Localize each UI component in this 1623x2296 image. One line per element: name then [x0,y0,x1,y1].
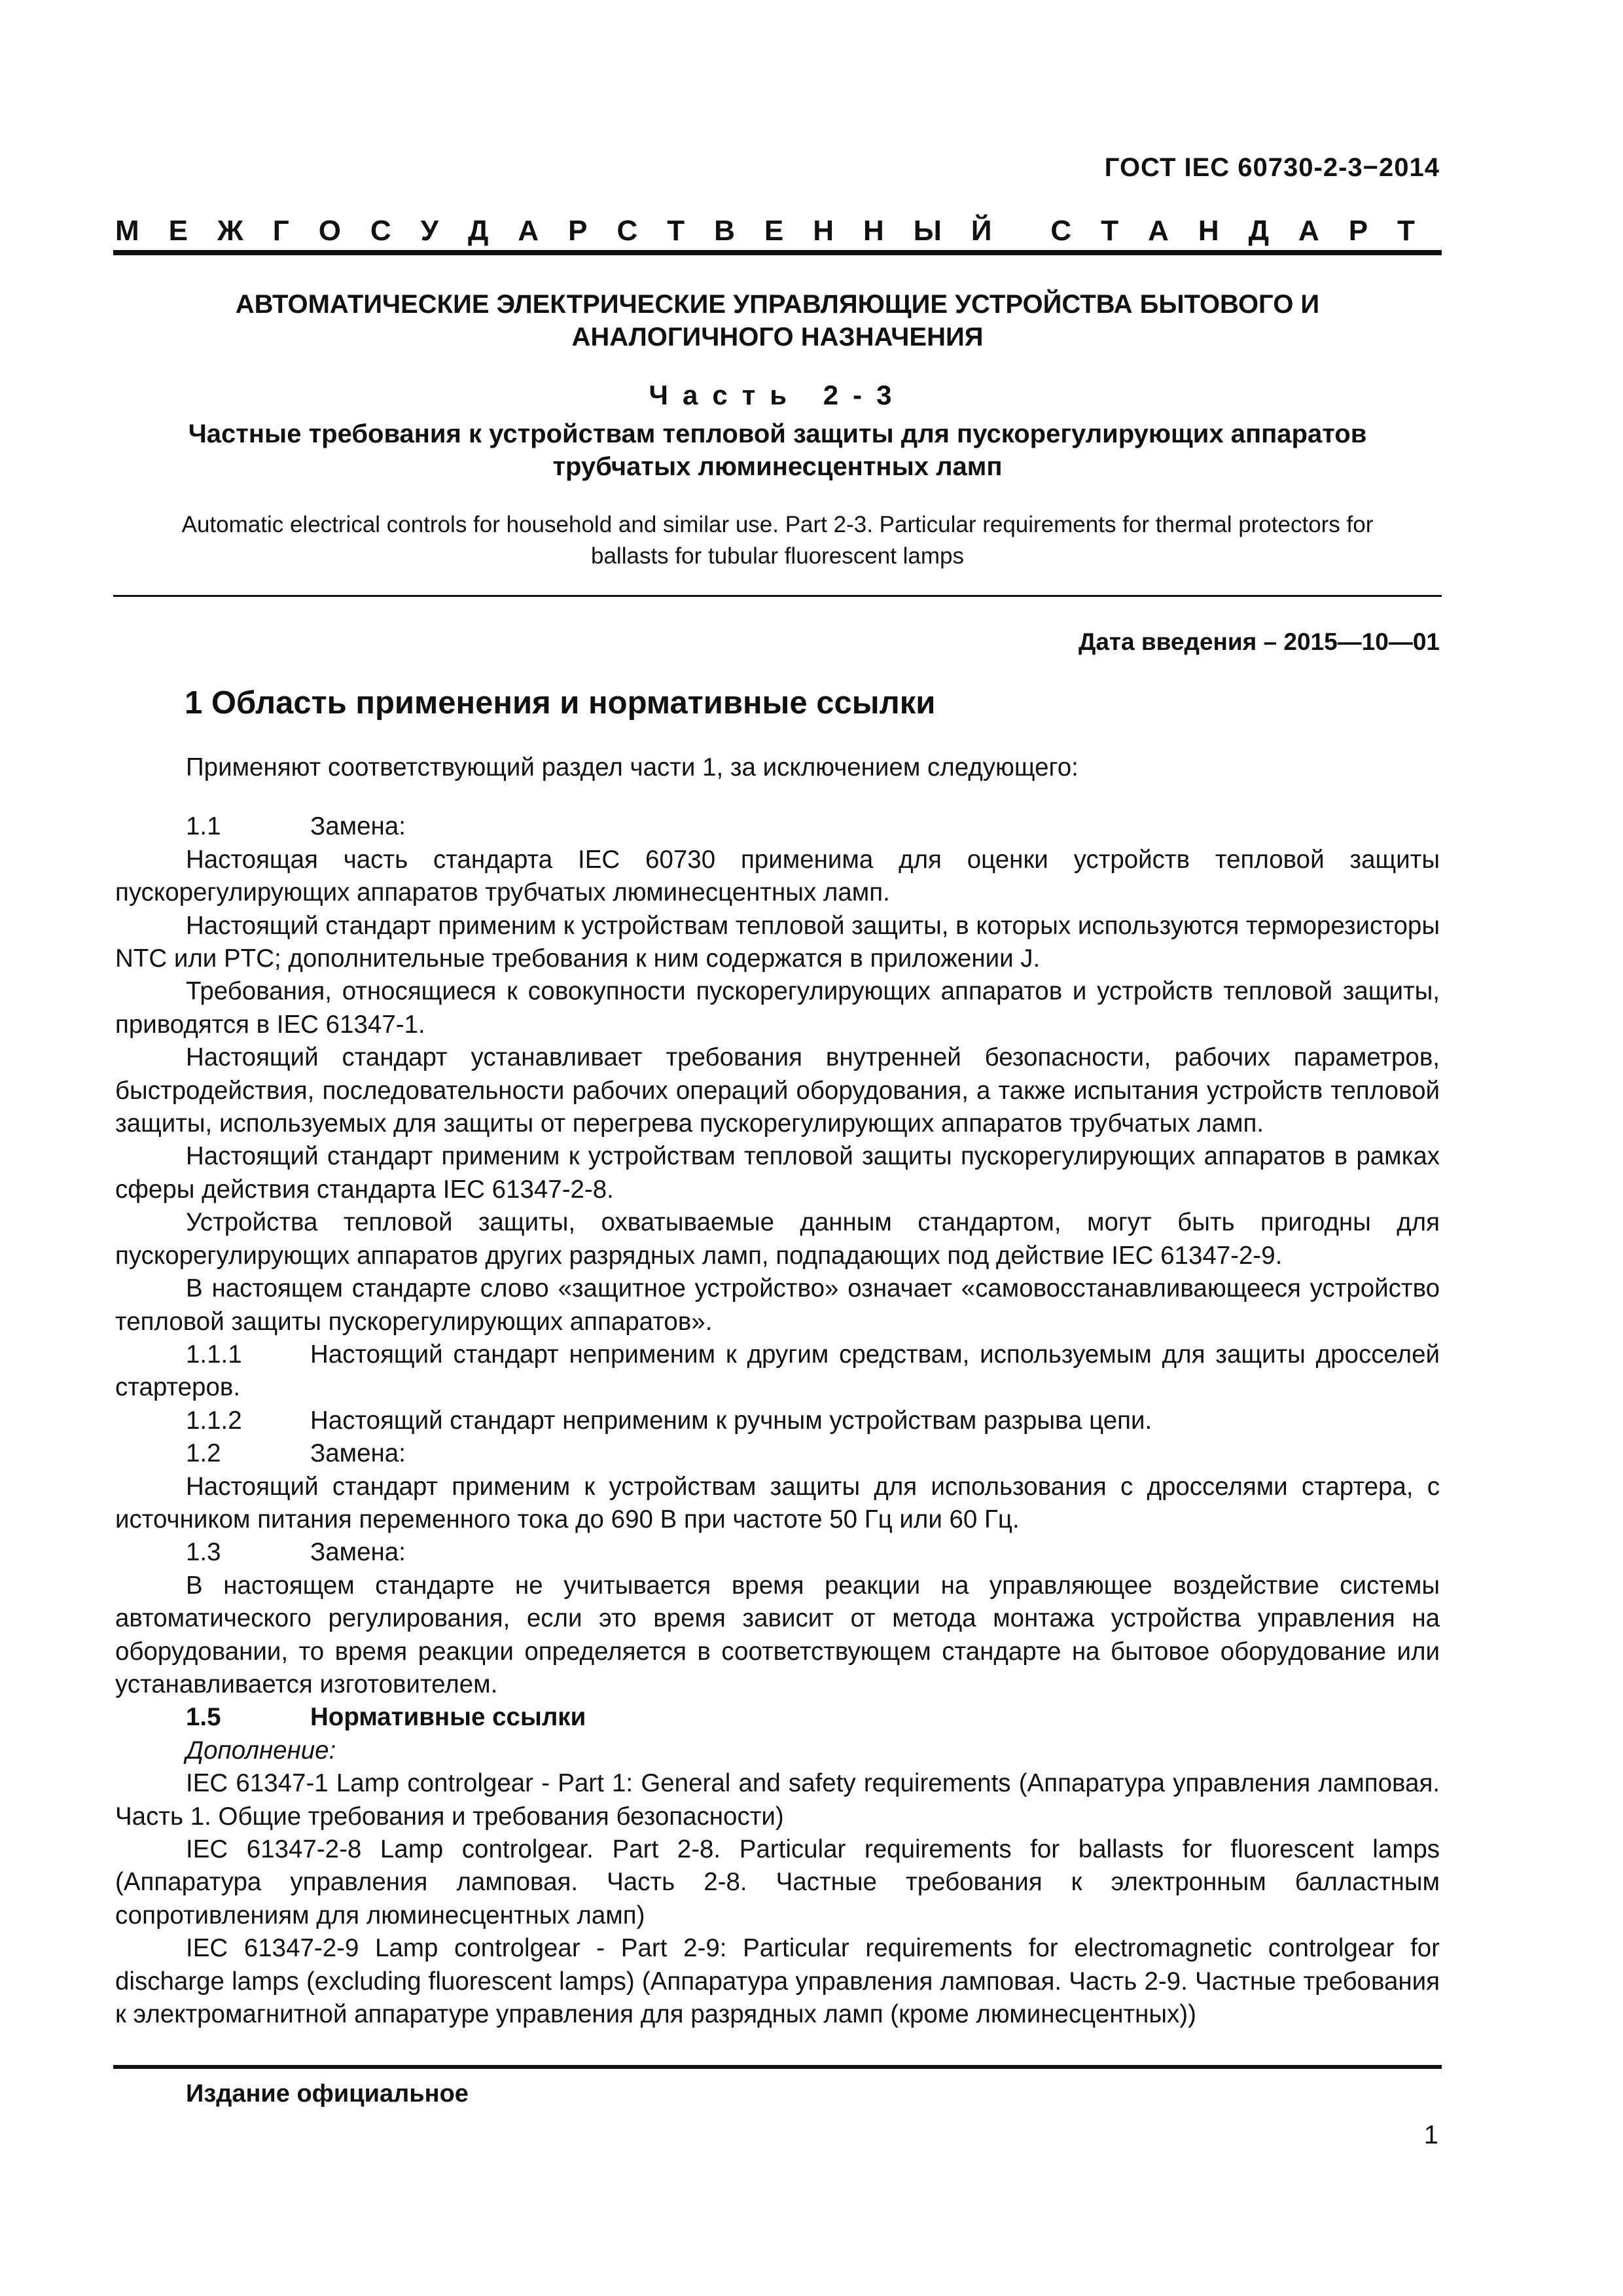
title-divider [113,595,1442,597]
english-title-line: ballasts for tubular fluorescent lamps [591,543,964,569]
banner-letter: А [1148,215,1169,247]
clause-number: 1.1.1 [186,1340,242,1369]
banner-letter: А [1298,215,1319,247]
reference-item: IEC 61347-2-9 Lamp controlgear - Part 2-9: Particular requirements for electromagnetic controlgear for discharge lamps (excluding fluorescent lamps) (Аппаратура управления ламповая. Часть 2-9. Частные требования к электромагнитной аппаратуре управления для разрядных ламп (кроме люминесцентных)) [115,1934,1440,2029]
clause-1-1 [115,810,1440,843]
section-heading: 1 Область применения и нормативные ссылки [185,685,936,721]
part-title [113,418,1442,483]
banner-letter: Р [1348,215,1368,247]
banner-letter: Т [1101,215,1119,247]
banner-letter: Д [1248,215,1269,247]
introduction-date: Дата введения – 2015—10—01 [1078,628,1440,655]
paragraph: В настоящем стандарте не учитывается время реакции на управляющее воздействие системы автоматического регулирования, если это время зависит от метода монтажа устройства управления на оборудовании, то время реакции определяется в соответствующем стандарте на бытовое оборудование или устанавливается изготовителем. [115,1571,1440,1698]
banner-letter: В [714,215,735,247]
paragraph: Устройства тепловой защиты, охватываемые данным стандартом, могут быть пригодны для пускорегулирующих аппаратов других разрядных ламп, подпадающих под действие IEC 61347-2-9. [115,1208,1440,1270]
clause-1-3 [115,1536,1440,1569]
banner-letter: Е [168,215,188,247]
reference-item: IEC 61347-2-8 Lamp controlgear. Part 2-8. Particular requirements for ballasts for fluorescent lamps (Аппаратура управления ламповая. Часть 2-8. Частные требования к электронным балластным сопротивлениям для люминесцентных ламп) [115,1835,1440,1929]
banner-letter: Ы [913,215,942,247]
clause-label: Замена: [310,1538,406,1567]
banner-letter: Г [272,215,289,247]
banner-letter: Н [813,215,834,247]
clause-label: Нормативные ссылки [310,1703,586,1732]
banner-letter: Й [971,215,992,247]
clause-1-1-1 [115,1338,1440,1405]
banner-letter: Н [863,215,884,247]
document-designation: ГОСТ IEC 60730-2-3−2014 [1104,153,1440,182]
clause-text: Настоящий стандарт неприменим к другим средствам, используемым для защиты дросселей стартеров. [115,1340,1440,1402]
clause-number: 1.5 [186,1703,221,1732]
paragraph: В настоящем стандарте слово «защитное устройство» означает «самовосстанавливающееся устройство тепловой защиты пускорегулирующих аппаратов». [115,1274,1440,1336]
part-label: Часть 2-3 [649,380,906,410]
reference-item: IEC 61347-1 Lamp controlgear - Part 1: General and safety requirements (Аппаратура управления ламповая. Часть 1. Общие требования и требования безопасности) [115,1769,1440,1831]
banner-letter: М [115,215,139,247]
paragraph: Настоящий стандарт устанавливает требования внутренней безопасности, рабочих параметров, быстродействия, последовательности рабочих операций оборудования, а также испытания устройств тепловой защиты, используемых для защиты от перегрева пускорегулирующих аппаратов трубчатых ламп. [115,1043,1440,1138]
footer-divider [113,2065,1442,2069]
banner-letter: Д [468,215,489,247]
applies-paragraph: Применяют соответствующий раздел части 1, за исключением следующего: [186,753,1079,781]
official-edition-label: Издание официальное [186,2080,469,2108]
title-line: АВТОМАТИЧЕСКИЕ ЭЛЕКТРИЧЕСКИЕ УПРАВЛЯЮЩИЕ УСТРОЙСТВА БЫТОВОГО И [235,290,1320,319]
paragraph: Настоящая часть стандарта IEC 60730 применима для оценки устройств тепловой защиты пускорегулирующих аппаратов трубчатых люминесцентных ламп. [115,845,1440,907]
section-body [115,751,1440,2031]
part-title-line: трубчатых люминесцентных ламп [552,452,1003,481]
clause-1-5 [115,1701,1440,1734]
page-number: 1 [1423,2121,1438,2149]
interstate-standard-banner [115,215,1415,247]
clause-1-1-2 [115,1405,1440,1437]
banner-letter: Н [1198,215,1219,247]
banner-letter: Т [667,215,685,247]
clause-label: Замена: [310,1439,406,1468]
document-title [113,288,1442,353]
clause-text: Настоящий стандарт неприменим к ручным устройствам разрыва цепи. [310,1406,1152,1435]
banner-letter: С [370,215,391,247]
banner-letter: А [518,215,539,247]
clause-number: 1.3 [186,1538,221,1567]
header-divider [113,250,1442,255]
clause-number: 1.1.2 [186,1406,242,1435]
paragraph: Настоящий стандарт применим к устройствам тепловой защиты, в которых используются терморезисторы NTC или PTC; дополнительные требования к ним содержатся в приложении J. [115,911,1440,973]
clause-1-2 [115,1437,1440,1470]
clause-number: 1.1 [186,812,221,841]
english-title-line: Automatic electrical controls for household and similar use. Part 2-3. Particular requirements for thermal protectors for [181,512,1374,537]
banner-letter: У [420,215,439,247]
paragraph: Настоящий стандарт применим к устройствам защиты для использования с дросселями стартера, с источником питания переменного тока до 690 В при частоте 50 Гц или 60 Гц. [115,1472,1440,1534]
clause-label: Замена: [310,812,406,841]
banner-letter: Т [1397,215,1415,247]
part-title-line: Частные требования к устройствам тепловой защиты для пускорегулирующих аппаратов [188,420,1367,448]
clause-number: 1.2 [186,1439,221,1468]
english-title [113,509,1442,572]
title-line: АНАЛОГИЧНОГО НАЗНАЧЕНИЯ [571,323,984,351]
addition-label: Дополнение: [186,1736,336,1765]
banner-letter: Ж [217,215,243,247]
banner-letter: С [616,215,638,247]
banner-letter: Р [568,215,588,247]
paragraph: Настоящий стандарт применим к устройствам тепловой защиты пускорегулирующих аппаратов в рамках сферы действия стандарта IEC 61347-2-8. [115,1142,1440,1204]
banner-letter: Е [764,215,784,247]
paragraph: Требования, относящиеся к совокупности пускорегулирующих аппаратов и устройств тепловой защиты, приводятся в IEC 61347-1. [115,977,1440,1039]
banner-letter: О [318,215,341,247]
banner-letter: С [1050,215,1072,247]
